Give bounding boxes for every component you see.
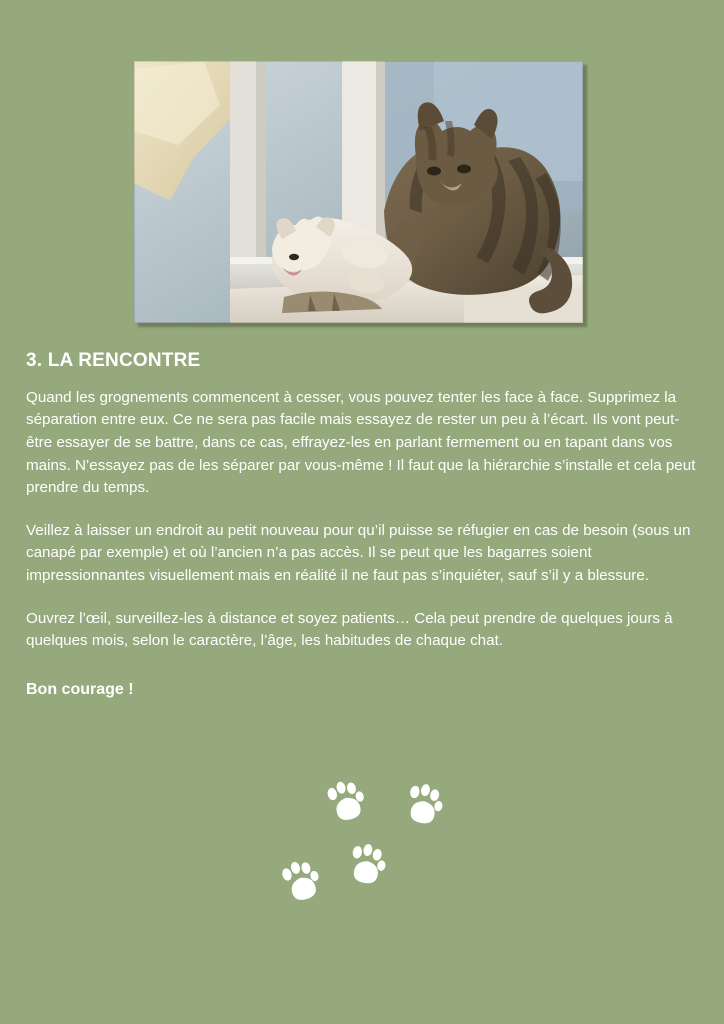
page-title: 3. LA RENCONTRE: [26, 350, 201, 371]
closing-message: Bon courage !: [26, 680, 134, 698]
paw-print-icon-2: [398, 779, 449, 834]
paw-print-icon-4: [341, 840, 391, 894]
paw-print-icon-1: [320, 776, 372, 832]
article-content: [26, 350, 698, 699]
cat-photo: [134, 61, 583, 323]
paragraph-1: Quand les grognements commencent à cesser, vous pouvez tenter les face à face. Supprimez la séparation entre eux. Ce ne sera pas facile mais essayez de rester un peu à l’écart. Ils vont peut-être essayer de se battre, dans ce cas, effrayez-les en parlant fermement ou en tapant dans vos mains. N’essayez pas de les séparer par vous-même ! Il faut que la hiérarchie s’installe et cela peut prendre du temps.: [26, 388, 696, 497]
paragraph-3: Ouvrez l’œil, surveillez-les à distance et soyez patients… Cela peut prendre de quelques jours à quelques mois, selon le caractère, l’âge, les habitudes de chaque chat.: [26, 609, 673, 650]
cat-photo-container: [134, 61, 583, 323]
paw-print-group: [265, 775, 465, 925]
paw-print-icon-3: [274, 855, 327, 912]
paragraph-2: Veillez à laisser un endroit au petit nouveau pour qu’il puisse se réfugier en cas de besoin (sous un canapé par exemple) et où l’ancien n’a pas accès. Il se peut que les bagarres soient impressionnantes visuellement mais en réalité il ne faut pas s’inquiéter, sauf s’il y a blessure.: [26, 521, 691, 584]
